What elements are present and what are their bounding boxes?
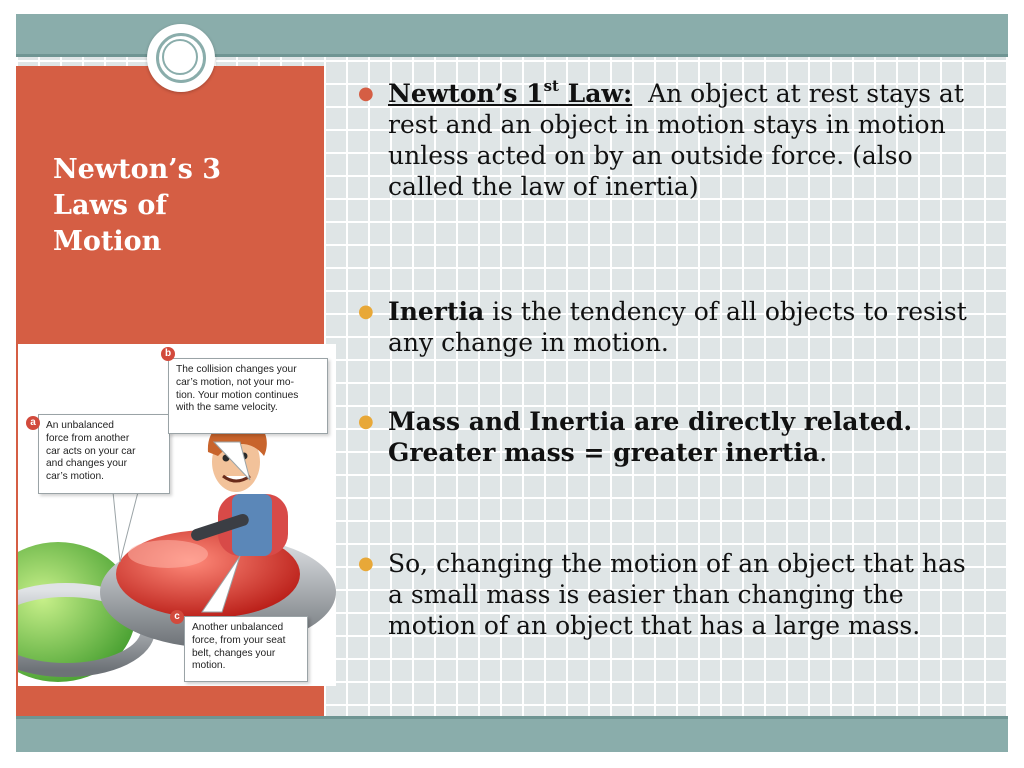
callout-a bbox=[38, 414, 170, 494]
bullet-changing-motion bbox=[358, 548, 968, 641]
callout-b-line: tion. Your motion continues bbox=[176, 389, 299, 401]
title-line-1: Newton’s 3 bbox=[53, 154, 221, 185]
bullet-dot-icon: ● bbox=[358, 411, 374, 432]
title-line-2: Laws of bbox=[53, 190, 167, 221]
callout-b-tag: b bbox=[161, 347, 175, 361]
callout-a-line: An unbalanced bbox=[46, 420, 114, 431]
bullet-newtons-first-law bbox=[358, 78, 968, 202]
callout-b bbox=[168, 358, 328, 434]
law-heading: Newton’s 1st Law: bbox=[388, 76, 633, 108]
decorative-circle-icon bbox=[147, 24, 215, 92]
slide-title bbox=[53, 152, 303, 260]
callout-b-line: car’s motion, not your mo- bbox=[176, 376, 294, 388]
callout-c-tag: c bbox=[170, 610, 184, 624]
bumper-car-illustration bbox=[18, 344, 336, 686]
callout-b-line: The collision changes your bbox=[176, 364, 297, 375]
law-description: An object at rest stays at rest and an object in motion stays in motion unless acted on by an outside force. (also called the law of inertia) bbox=[388, 79, 964, 201]
callout-b-line: with the same velocity. bbox=[176, 402, 278, 414]
callout-a-tag: a bbox=[26, 416, 40, 430]
bullet-inertia bbox=[358, 296, 968, 358]
bullet-mass-inertia: ● Mass and Inertia are directly related. Greater mass = greater inertia. bbox=[358, 407, 913, 467]
callout-c-line: motion. bbox=[192, 660, 226, 672]
callout-c-line: Another unbalanced bbox=[192, 622, 284, 633]
changing-motion-text: So, changing the motion of an object that has a small mass is easier than changing the motion of an object that has a large mass. bbox=[388, 549, 966, 640]
term-inertia: Inertia bbox=[388, 297, 485, 326]
callout-a-line: and changes your bbox=[46, 458, 127, 470]
bottom-band bbox=[16, 716, 1008, 752]
callout-c-line: force, from your seat bbox=[192, 634, 286, 646]
callout-a-line: car acts on your car bbox=[46, 445, 136, 457]
callout-c bbox=[184, 616, 308, 682]
callout-a-line: force from another bbox=[46, 432, 130, 444]
slide bbox=[16, 14, 1008, 752]
bullet-dot-icon: ● bbox=[358, 553, 374, 574]
bullet-dot-icon: ● bbox=[358, 301, 374, 322]
bullet-dot-icon: ● bbox=[358, 83, 374, 104]
inertia-definition: is the tendency of all objects to resist any change in motion. bbox=[388, 297, 967, 357]
callout-a-line: car’s motion. bbox=[46, 471, 104, 483]
callout-c-line: belt, changes your bbox=[192, 647, 276, 659]
title-panel bbox=[16, 66, 324, 716]
mass-inertia-statement: Mass and Inertia are directly related. Greater mass = greater inertia bbox=[388, 407, 913, 467]
title-line-3: Motion bbox=[53, 226, 162, 257]
